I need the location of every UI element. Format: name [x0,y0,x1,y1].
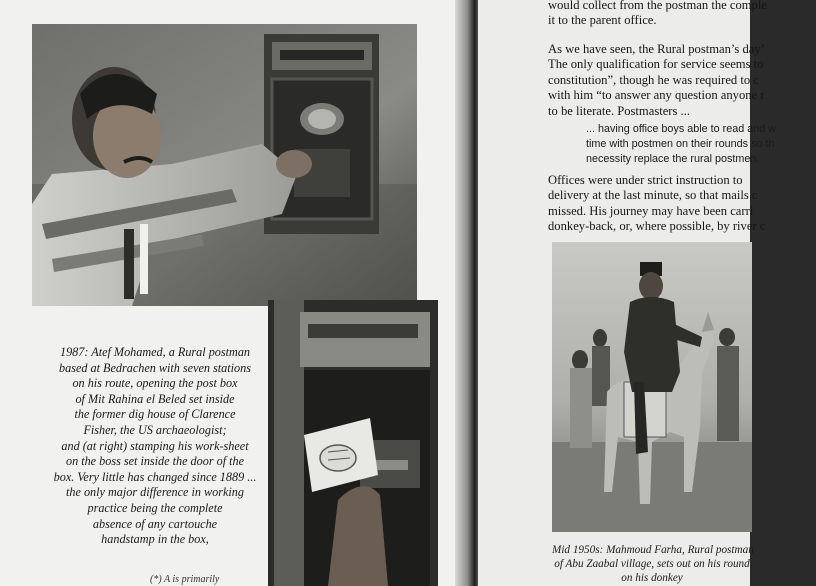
caption-line: absence of any cartouche [92,516,218,531]
text-line: it to the parent office. [548,13,657,28]
caption-line: based at Bedrachen with seven stations [59,360,251,375]
left-photo-caption [40,345,270,548]
paragraph-2 [548,42,808,119]
caption-line: handstamp in the box, [101,532,209,547]
caption-line: the only major difference in working [66,485,244,500]
caption-line: 1987: Atef Mohamed, a Rural postman [59,345,251,359]
caption-line: box. Very little has changed since 1889 ... [53,469,257,484]
caption-line: Mid 1950s: Mahmoud Farha, Rural postman [552,544,754,556]
photo-postman-on-donkey [552,242,752,532]
photo-postman-at-box [32,24,417,306]
caption-line: of Mit Rahina el Beled set inside [75,391,235,406]
text-line: delivery at the last minute, so that mails c [548,188,758,203]
footnote-fragment: (*) A is primarily [150,574,220,585]
caption-line: on the boss set inside the door of the [65,454,245,469]
paragraph-3 [548,173,808,235]
caption-line: Fisher, the US archaeologist; [83,422,227,437]
text-line: As we have seen, the Rural postman’s day’ [548,42,765,56]
caption-line: on his donkey [621,571,683,584]
caption-line: and (at right) stamping his work-sheet [61,438,249,453]
quote-line: time with postmen on their rounds so th [586,137,775,150]
donkey-photo-caption [552,544,752,585]
block-quote [586,122,816,166]
text-line: donkey-back, or, where possible, by river c [548,219,766,234]
quote-line: necessity replace the rural postmen. [586,152,760,165]
caption-line: the former dig house of Clarence [74,407,236,422]
text-line: to be literate. Postmasters ... [548,103,690,118]
paragraph-1 [548,0,808,29]
text-line: The only qualification for service seems to [548,57,764,72]
text-line: constitution”, though he was required to c [548,72,759,87]
caption-line: of Abu Zaabal village, sets out on his round [554,557,750,570]
photo-stamping-worksheet [268,300,438,586]
quote-line: ... having office boys able to read and w [586,123,777,135]
caption-line: on his route, opening the post box [72,376,238,391]
right-page [478,0,777,586]
text-line: would collect from the postman the comple [548,0,767,12]
text-line: Offices were under strict instruction to [548,173,743,187]
text-line: missed. His journey may have been carri [548,203,754,218]
caption-line: practice being the complete [87,500,223,515]
text-line: with him “to answer any question anyone r [548,88,765,103]
